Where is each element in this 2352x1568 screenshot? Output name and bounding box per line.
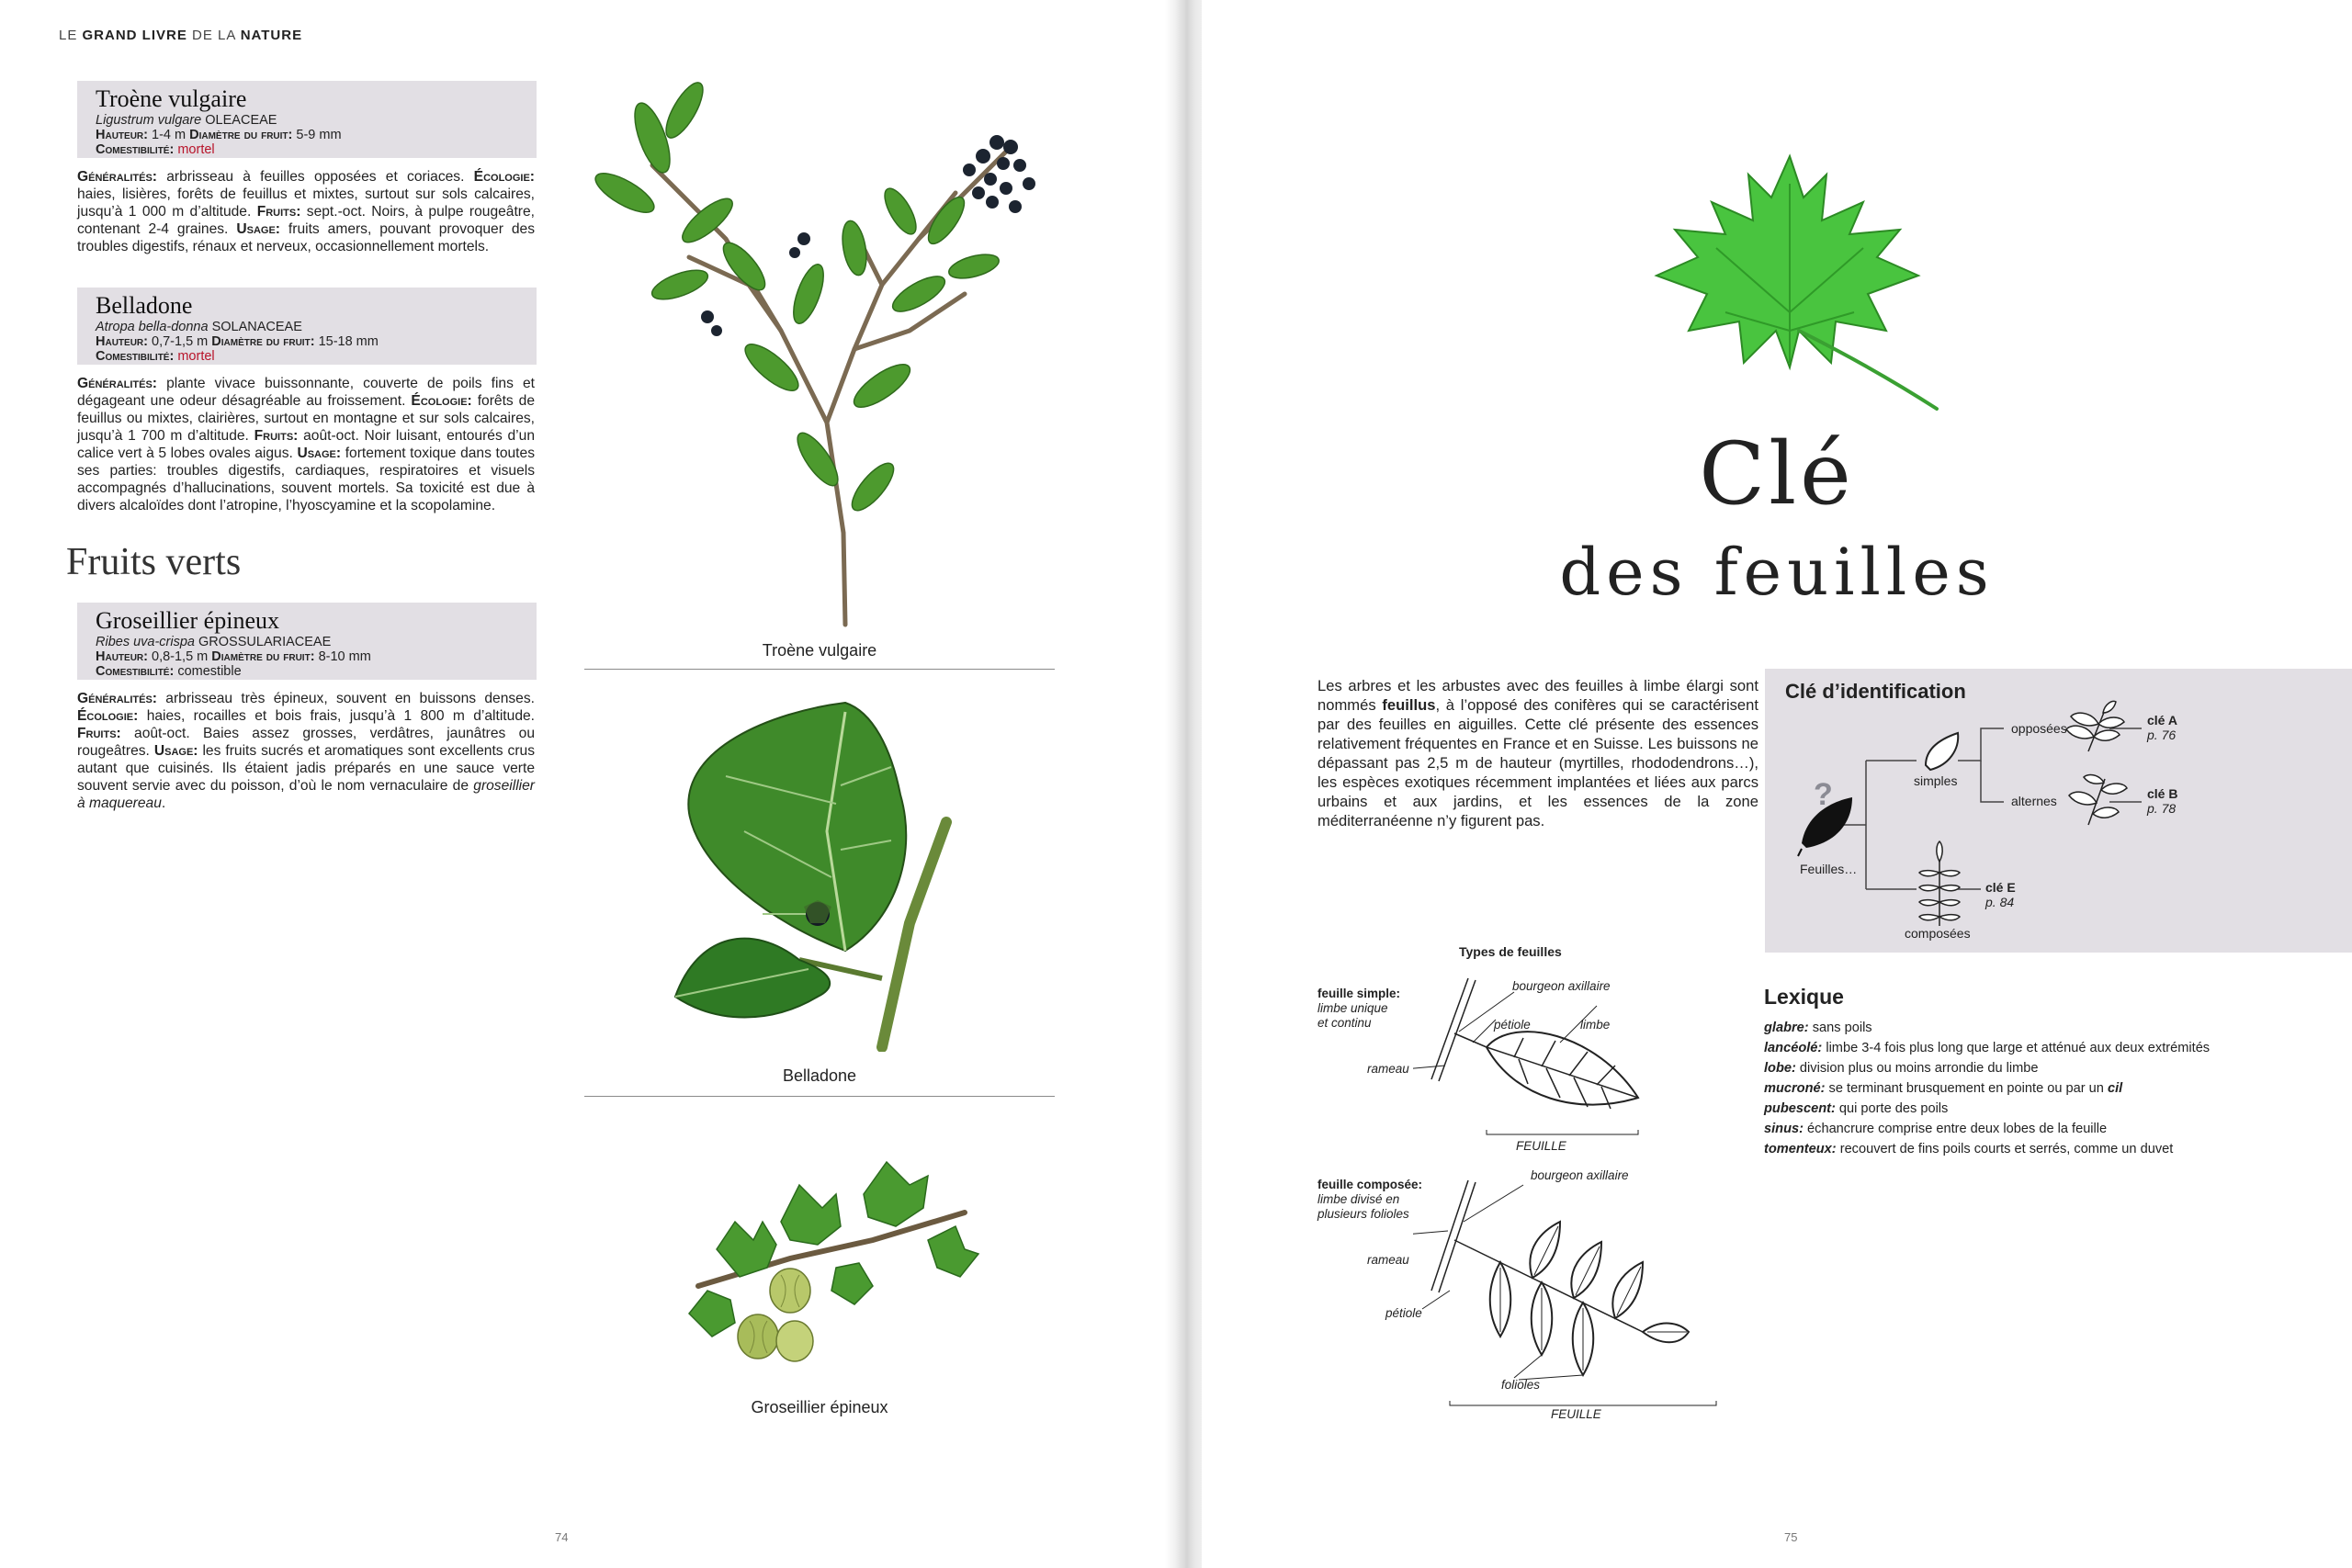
key-ref-e[interactable]: clé E p. 84 [1985, 880, 2016, 909]
right-page [1202, 0, 2352, 1568]
divider [584, 669, 1055, 670]
label-feuille-1: FEUILLE [1516, 1139, 1566, 1153]
label-rameau-2: rameau [1367, 1253, 1409, 1267]
label-feuille-2: FEUILLE [1551, 1407, 1601, 1421]
identification-key-panel [1765, 669, 2352, 953]
intro-paragraph: Les arbres et les arbustes avec des feuilles à limbe élargi sont nommés feuillus, à l’opposé des conifères qui se caractérisent par des feuilles en aiguilles. Cette clé présente des essences relativement fréquentes en France et en Suisse. Les buissons ne dépassant pas 2,5 m de hauteur (myrtilles, rhododendrons…), les espèces exotiques récemment implantées et liées aux parcs urbains et aux jardins, et les essences de la zone méditerranéenne n’y figurent pas. [1317, 677, 1759, 829]
species-edibility: Comestibilité: mortel [96, 142, 215, 157]
species-description-troene: Généralités: arbrisseau à feuilles opposées et coriaces. Écologie: haies, lisières, forêts de feuillus et mixtes, surtout sur sols calcaires, jusqu’à 1 000 m d’altitude. Fruits: sept.-oct. Noirs, à pulpe rougeâtre, contenant 2-4 graines. Usage: fruits amers, pouvant provoquer des troubles digestifs, rénaux et nerveux, occasionnellement mortels. [77, 169, 535, 254]
species-taxonomy: Atropa bella-donna SOLANACEAE [96, 320, 302, 334]
label-bourgeon-1: bourgeon axillaire [1512, 979, 1611, 993]
belladone-illustration [662, 694, 965, 1052]
species-name: Troène vulgaire [96, 85, 247, 112]
key-title: Clé d’identification [1785, 680, 1966, 703]
lexique-item: sinus: échancrure comprise entre deux lobes de la feuille [1764, 1122, 2108, 1136]
species-measures: Hauteur: 1-4 m Diamètre du fruit: 5-9 mm [96, 128, 342, 142]
simple-leaf-icon [1926, 733, 1958, 770]
label-rameau-1: rameau [1367, 1062, 1409, 1076]
groseillier-illustration [680, 1157, 983, 1369]
simple-leaf-desc-1: limbe unique [1317, 1001, 1388, 1015]
species-edibility: Comestibilité: mortel [96, 349, 215, 364]
leaf-types-title: Types de feuilles [1459, 944, 1562, 959]
compound-leaf-desc-1: limbe divisé en [1317, 1192, 1400, 1206]
maple-leaf-illustration [1615, 147, 1964, 423]
question-mark: ? [1814, 777, 1833, 812]
key-ref-a[interactable]: clé A p. 76 [2147, 713, 2177, 742]
alternate-leaves-icon [2069, 775, 2127, 825]
species-description-groseillier: Généralités: arbrisseau très épineux, souvent en buissons denses. Écologie: haies, rocailles et bois frais, jusqu’à 1 800 m d’altitude. Fruits: août-oct. Baies assez grosses, verdâtres, jaunâtres ou rougeâtres. Usage: les fruits sucrés et aromatiques sont excellents crus autant que cuisinés. Ils étaient jadis préparés en une sauce verte souvent servie avec du poisson, d’où le nom vernaculaire de groseillier à maquereau. [77, 691, 536, 811]
species-name: Belladone [96, 292, 193, 319]
label-limbe: limbe [1580, 1018, 1611, 1032]
lexique-item: lancéolé: limbe 3-4 fois plus long que large et atténué aux deux extrémités [1764, 1041, 2211, 1055]
lexique-item: glabre: sans poils [1764, 1021, 1872, 1035]
species-taxonomy: Ribes uva-crispa GROSSULARIACEAE [96, 635, 332, 649]
page-number-left: 74 [555, 1530, 569, 1544]
key-simples-label: simples [1914, 773, 1958, 788]
divider [584, 1096, 1055, 1097]
species-description-belladone: Généralités: plante vivace buissonnante, couverte de poils fins et dégageant une odeur désagréable au froissement. Écologie: forêts de feuillus ou mixtes, clairières, surtout en montagne et sur sols calcaires, jusqu’à 1 700 m d’altitude. Fruits: août-oct. Noir luisant, entourés d’un calice vert à 5 lobes ovales aigus. Usage: fortement toxique dans toutes ses parties: troubles digestifs, cardiaques, respiratoires et visuels accompagnés d’hallucinations, souvent mortels. Sa toxicité est due à divers alcaloïdes dont l’atropine, l’hyoscyamine et la scopolamine. [77, 376, 535, 513]
species-box-groseillier [77, 603, 537, 680]
label-bourgeon-2: bourgeon axillaire [1531, 1168, 1629, 1182]
species-measures: Hauteur: 0,8-1,5 m Diamètre du fruit: 8-10 mm [96, 649, 371, 664]
label-petiole-1: pétiole [1494, 1018, 1531, 1032]
lexique-list [1764, 1018, 2334, 1159]
label-petiole-2: pétiole [1385, 1306, 1422, 1320]
lexique-title: Lexique [1764, 985, 1844, 1009]
title-line-2: des feuilles [1559, 535, 1995, 610]
key-ref-b[interactable]: clé B p. 78 [2147, 786, 2178, 816]
species-name: Groseillier épineux [96, 607, 279, 634]
lexique-item: tomenteux: recouvert de fins poils courts et serrés, comme un duvet [1764, 1142, 2174, 1156]
page-number-right: 75 [1784, 1530, 1798, 1544]
compound-leaf-desc-2: plusieurs folioles [1317, 1207, 1409, 1221]
compound-leaf-diagram [1413, 1167, 1725, 1419]
lexique-item: lobe: division plus ou moins arrondie du limbe [1764, 1061, 2039, 1076]
title-line-1: Clé [1699, 424, 1855, 525]
species-measures: Hauteur: 0,7-1,5 m Diamètre du fruit: 15-18 mm [96, 334, 379, 349]
label-folioles: folioles [1501, 1378, 1541, 1392]
species-edibility: Comestibilité: comestible [96, 664, 242, 679]
simple-leaf-desc-2: et continu [1317, 1016, 1372, 1030]
simple-leaf-label: feuille simple: [1317, 987, 1401, 1000]
species-box-belladone [77, 288, 537, 365]
caption-troene: Troène vulgaire [762, 641, 877, 660]
key-composees-label: composées [1905, 926, 1971, 941]
key-alternes-label: alternes [2011, 794, 2057, 808]
caption-belladone: Belladone [782, 1066, 857, 1085]
key-root-label: Feuilles… [1800, 862, 1858, 876]
species-taxonomy: Ligustrum vulgare OLEACEAE [96, 113, 277, 128]
compound-leaf-icon [1919, 841, 1960, 926]
lexique-item: pubescent: qui porte des poils [1764, 1101, 1949, 1116]
troene-illustration [551, 55, 1066, 634]
simple-leaf-diagram [1413, 969, 1725, 1153]
running-head: LE GRAND LIVRE DE LA NATURE [59, 28, 303, 43]
caption-groseillier: Groseillier épineux [751, 1398, 888, 1416]
section-title-fruits-verts: Fruits verts [66, 541, 242, 583]
opposite-leaves-icon [2066, 702, 2124, 752]
compound-leaf-label: feuille composée: [1317, 1178, 1423, 1191]
key-opposees-label: opposées [2011, 721, 2067, 736]
key-tree-diagram [1765, 669, 2352, 953]
species-box-troene [77, 81, 537, 158]
lexique-item: mucroné: se terminant brusquement en pointe ou par un cil [1764, 1081, 2123, 1096]
